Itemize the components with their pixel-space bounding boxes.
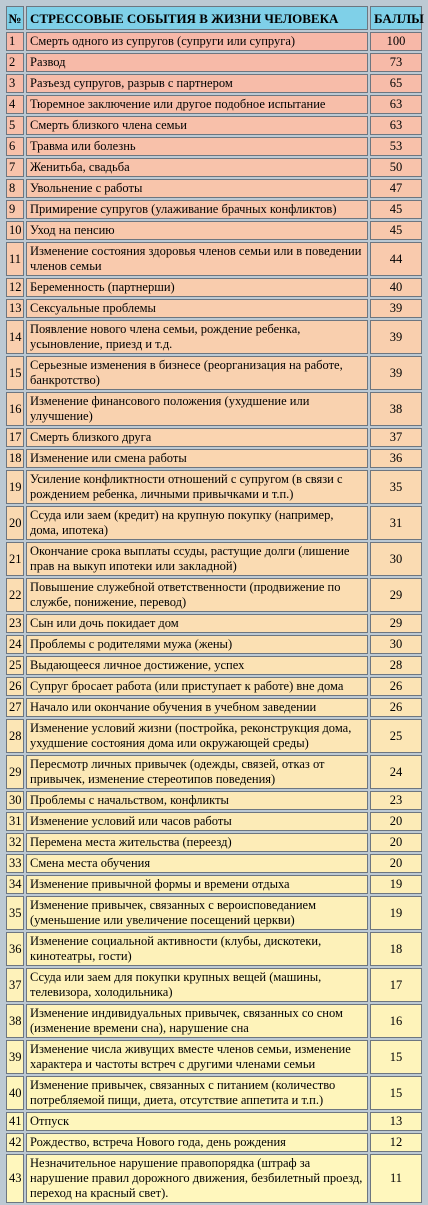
row-event: Изменение или смена работы [26, 449, 368, 468]
row-score: 24 [370, 755, 422, 789]
row-score: 31 [370, 506, 422, 540]
table-row [6, 356, 422, 390]
row-event: Проблемы с начальством, конфликты [26, 791, 368, 810]
row-number: 29 [6, 755, 24, 789]
row-score: 63 [370, 116, 422, 135]
row-score: 65 [370, 74, 422, 93]
row-event: Женитьба, свадьба [26, 158, 368, 177]
row-number: 16 [6, 392, 24, 426]
header-score: БАЛЛЫ [370, 6, 422, 30]
row-event: Супруг бросает работа (или приступает к работе) вне дома [26, 677, 368, 696]
table-row [6, 542, 422, 576]
row-number: 19 [6, 470, 24, 504]
table-row [6, 875, 422, 894]
row-score: 63 [370, 95, 422, 114]
row-number: 14 [6, 320, 24, 354]
row-number: 9 [6, 200, 24, 219]
table-row [6, 470, 422, 504]
row-event: Пересмотр личных привычек (одежды, связей, отказ от привычек, изменение стереотипов поведения) [26, 755, 368, 789]
table-row [6, 578, 422, 612]
row-event: Выдающееся личное достижение, успех [26, 656, 368, 675]
row-event: Незначительное нарушение правопорядка (штраф за нарушение правил дорожного движения, безбилетный проезд, переход на красный свет). [26, 1154, 368, 1203]
row-number: 31 [6, 812, 24, 831]
row-score: 73 [370, 53, 422, 72]
row-event: Смерть одного из супругов (супруги или супруга) [26, 32, 368, 51]
table-row [6, 1154, 422, 1203]
row-event: Изменение состояния здоровья членов семьи или в поведении членов семьи [26, 242, 368, 276]
row-number: 11 [6, 242, 24, 276]
row-event: Смерть близкого члена семьи [26, 116, 368, 135]
row-number: 17 [6, 428, 24, 447]
row-number: 24 [6, 635, 24, 654]
table-row [6, 677, 422, 696]
row-score: 15 [370, 1040, 422, 1074]
row-event: Отпуск [26, 1112, 368, 1131]
table-row [6, 53, 422, 72]
row-score: 17 [370, 968, 422, 1002]
row-score: 45 [370, 200, 422, 219]
row-number: 32 [6, 833, 24, 852]
row-event: Проблемы с родителями мужа (жены) [26, 635, 368, 654]
row-number: 41 [6, 1112, 24, 1131]
row-number: 28 [6, 719, 24, 753]
table-row [6, 1004, 422, 1038]
table-row [6, 278, 422, 297]
row-score: 28 [370, 656, 422, 675]
row-number: 27 [6, 698, 24, 717]
table-row [6, 320, 422, 354]
row-event: Изменение индивидуальных привычек, связанных со сном (изменение времени сна), нарушение сна [26, 1004, 368, 1038]
table-row [6, 1133, 422, 1152]
row-event: Тюремное заключение или другое подобное испытание [26, 95, 368, 114]
row-event: Серьезные изменения в бизнесе (реорганизация на работе, банкротство) [26, 356, 368, 390]
row-score: 16 [370, 1004, 422, 1038]
row-event: Увольнение с работы [26, 179, 368, 198]
row-number: 30 [6, 791, 24, 810]
row-score: 37 [370, 428, 422, 447]
row-event: Изменение социальной активности (клубы, дискотеки, кинотеатры, гости) [26, 932, 368, 966]
row-number: 5 [6, 116, 24, 135]
table-row [6, 32, 422, 51]
row-event: Окончание срока выплаты ссуды, растущие долги (лишение прав на выкуп ипотеки или закладной) [26, 542, 368, 576]
row-score: 40 [370, 278, 422, 297]
row-score: 29 [370, 578, 422, 612]
table-row [6, 614, 422, 633]
row-number: 23 [6, 614, 24, 633]
row-event: Рождество, встреча Нового года, день рождения [26, 1133, 368, 1152]
row-event: Сексуальные проблемы [26, 299, 368, 318]
row-number: 7 [6, 158, 24, 177]
table-row [6, 968, 422, 1002]
row-number: 34 [6, 875, 24, 894]
stress-events-table [4, 4, 424, 1205]
row-event: Изменение числа живущих вместе членов семьи, изменение характера и частоты встреч с другими членами семьи [26, 1040, 368, 1074]
row-number: 43 [6, 1154, 24, 1203]
table-row [6, 74, 422, 93]
row-score: 11 [370, 1154, 422, 1203]
row-score: 12 [370, 1133, 422, 1152]
table-row [6, 116, 422, 135]
row-score: 36 [370, 449, 422, 468]
row-event: Изменение условий или часов работы [26, 812, 368, 831]
row-event: Повышение служебной ответственности (продвижение по службе, понижение, перевод) [26, 578, 368, 612]
table-row [6, 854, 422, 873]
row-score: 19 [370, 896, 422, 930]
table-row [6, 932, 422, 966]
row-event: Перемена места жительства (переезд) [26, 833, 368, 852]
table-row [6, 449, 422, 468]
row-number: 36 [6, 932, 24, 966]
row-event: Развод [26, 53, 368, 72]
row-score: 39 [370, 320, 422, 354]
row-score: 39 [370, 356, 422, 390]
table-row [6, 635, 422, 654]
row-event: Начало или окончание обучения в учебном заведении [26, 698, 368, 717]
row-event: Появление нового члена семьи, рождение ребенка, усыновление, приезд и т.д. [26, 320, 368, 354]
table-row [6, 428, 422, 447]
row-event: Сын или дочь покидает дом [26, 614, 368, 633]
row-score: 20 [370, 812, 422, 831]
row-number: 38 [6, 1004, 24, 1038]
row-number: 18 [6, 449, 24, 468]
row-score: 25 [370, 719, 422, 753]
row-number: 15 [6, 356, 24, 390]
row-score: 20 [370, 854, 422, 873]
row-event: Ссуда или заем для покупки крупных вещей (машины, телевизора, холодильника) [26, 968, 368, 1002]
table-row [6, 791, 422, 810]
row-number: 3 [6, 74, 24, 93]
row-score: 23 [370, 791, 422, 810]
table-row [6, 1040, 422, 1074]
row-event: Ссуда или заем (кредит) на крупную покупку (например, дома, ипотека) [26, 506, 368, 540]
row-score: 53 [370, 137, 422, 156]
row-event: Изменение привычной формы и времени отдыха [26, 875, 368, 894]
row-event: Примирение супругов (улаживание брачных конфликтов) [26, 200, 368, 219]
row-score: 20 [370, 833, 422, 852]
row-score: 30 [370, 542, 422, 576]
table-row [6, 1112, 422, 1131]
table-row [6, 656, 422, 675]
row-score: 26 [370, 677, 422, 696]
table-header-row [6, 6, 422, 30]
table-row [6, 137, 422, 156]
table-row [6, 242, 422, 276]
row-score: 15 [370, 1076, 422, 1110]
row-number: 6 [6, 137, 24, 156]
table-row [6, 200, 422, 219]
row-number: 12 [6, 278, 24, 297]
row-score: 30 [370, 635, 422, 654]
table-body [6, 32, 422, 1203]
row-number: 33 [6, 854, 24, 873]
table-row [6, 221, 422, 240]
row-score: 29 [370, 614, 422, 633]
table-row [6, 698, 422, 717]
table-row [6, 95, 422, 114]
row-score: 44 [370, 242, 422, 276]
row-event: Разъезд супругов, разрыв с партнером [26, 74, 368, 93]
row-event: Смерть близкого друга [26, 428, 368, 447]
row-event: Травма или болезнь [26, 137, 368, 156]
table-row [6, 392, 422, 426]
row-event: Беременность (партнерши) [26, 278, 368, 297]
row-event: Изменение условий жизни (постройка, реконструкция дома, ухудшение состояния дома или окружающей среды) [26, 719, 368, 753]
table-row [6, 299, 422, 318]
table-row [6, 158, 422, 177]
table-row [6, 896, 422, 930]
table-row [6, 719, 422, 753]
row-number: 39 [6, 1040, 24, 1074]
row-number: 4 [6, 95, 24, 114]
row-number: 2 [6, 53, 24, 72]
row-number: 35 [6, 896, 24, 930]
row-number: 10 [6, 221, 24, 240]
row-number: 20 [6, 506, 24, 540]
header-number: № [6, 6, 24, 30]
row-number: 37 [6, 968, 24, 1002]
row-event: Уход на пенсию [26, 221, 368, 240]
table-row [6, 1076, 422, 1110]
row-score: 45 [370, 221, 422, 240]
row-number: 13 [6, 299, 24, 318]
row-event: Изменение финансового положения (ухудшение или улучшение) [26, 392, 368, 426]
row-number: 25 [6, 656, 24, 675]
row-event: Изменение привычек, связанных с вероисповеданием (уменьшение или увеличение посещений церкви) [26, 896, 368, 930]
row-score: 26 [370, 698, 422, 717]
table-row [6, 833, 422, 852]
stress-events-table-wrapper [4, 4, 424, 1205]
row-score: 35 [370, 470, 422, 504]
row-score: 38 [370, 392, 422, 426]
table-row [6, 812, 422, 831]
table-row [6, 506, 422, 540]
row-number: 8 [6, 179, 24, 198]
row-event: Изменение привычек, связанных с питанием (количество потребляемой пищи, диета, отсутствие аппетита и т.п.) [26, 1076, 368, 1110]
row-number: 42 [6, 1133, 24, 1152]
row-event: Усиление конфликтности отношений с супругом (в связи с рождением ребенка, личными привычками и т.п.) [26, 470, 368, 504]
row-event: Смена места обучения [26, 854, 368, 873]
row-score: 47 [370, 179, 422, 198]
row-number: 40 [6, 1076, 24, 1110]
row-number: 22 [6, 578, 24, 612]
row-number: 21 [6, 542, 24, 576]
row-score: 13 [370, 1112, 422, 1131]
row-score: 100 [370, 32, 422, 51]
row-score: 50 [370, 158, 422, 177]
row-number: 1 [6, 32, 24, 51]
row-score: 18 [370, 932, 422, 966]
row-score: 19 [370, 875, 422, 894]
table-row [6, 179, 422, 198]
row-score: 39 [370, 299, 422, 318]
table-row [6, 755, 422, 789]
row-number: 26 [6, 677, 24, 696]
header-event: СТРЕССОВЫЕ СОБЫТИЯ В ЖИЗНИ ЧЕЛОВЕКА [26, 6, 368, 30]
